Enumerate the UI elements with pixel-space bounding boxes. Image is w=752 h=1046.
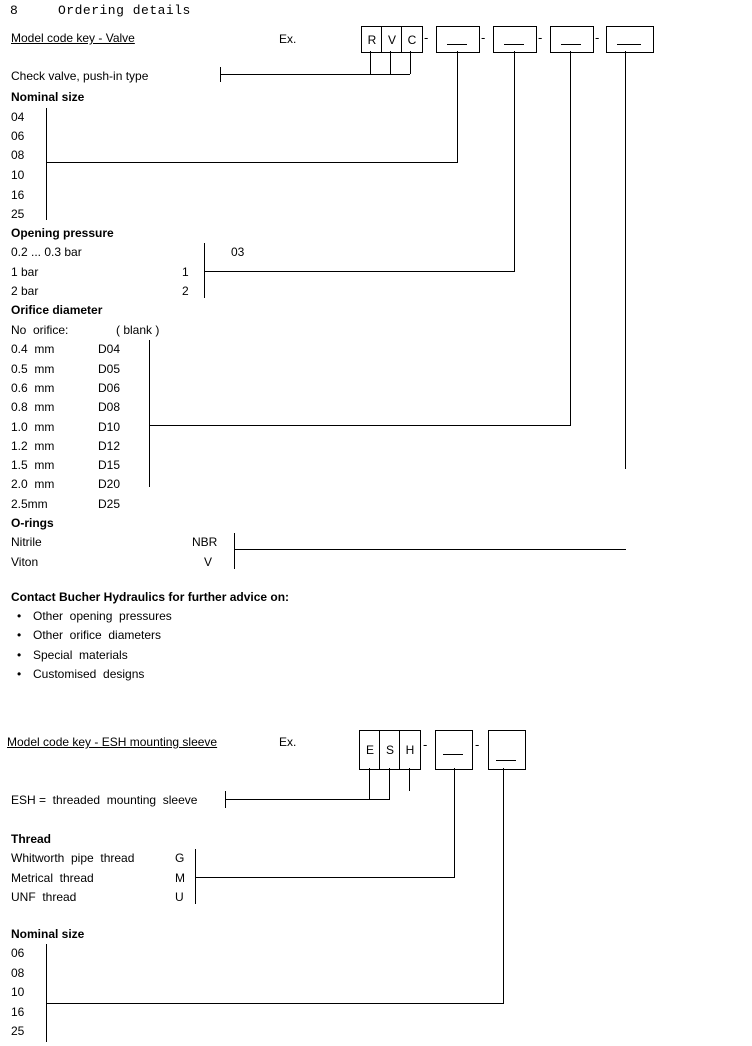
leader-thread (195, 877, 455, 878)
orifice-label-4: 0.8 mm (11, 400, 55, 414)
orifice-code-7: D15 (98, 458, 121, 472)
thread-header: Thread (11, 832, 52, 846)
leader-product (220, 74, 410, 75)
bracket-nominal-size (46, 108, 47, 220)
esh-nominal-size-10: 10 (11, 985, 25, 999)
code-box-4-blank (447, 44, 467, 45)
esh-code-box-3: H (399, 730, 421, 770)
opening-pressure-label-0: 0.2 ... 0.3 bar (11, 245, 82, 259)
code-box-6-blank (561, 44, 581, 45)
code-box-3: C (401, 26, 423, 53)
code-box-5 (493, 26, 537, 53)
esh-connector-e (369, 768, 370, 799)
opening-pressure-example: 03 (231, 245, 245, 259)
section1-ex-label: Ex. (279, 32, 297, 46)
page-number: 8 (10, 3, 19, 18)
connector-opening-pressure (514, 51, 515, 271)
bracket-orifice (149, 340, 150, 487)
contact-item-2: Other orifice diameters (33, 628, 162, 642)
esh-nominal-size-header: Nominal size (11, 927, 85, 941)
code-box-6 (550, 26, 594, 53)
page-title: Ordering details (58, 3, 191, 18)
orifice-label-9: 2.5mm (11, 497, 48, 511)
connector-esh-nominal-size (503, 768, 504, 1003)
code-box-7-blank (617, 44, 641, 45)
orifice-label-6: 1.2 mm (11, 439, 55, 453)
esh-code-box-4-blank (443, 754, 463, 755)
orifice-label-3: 0.6 mm (11, 381, 55, 395)
thread-code-0: G (175, 851, 185, 865)
leader-nominal-size (46, 162, 458, 163)
esh-nominal-size-25: 25 (11, 1024, 25, 1038)
connector-thread (454, 768, 455, 877)
nominal-size-header: Nominal size (11, 90, 85, 104)
esh-nominal-size-16: 16 (11, 1005, 25, 1019)
nominal-size-06: 06 (11, 129, 25, 143)
opening-pressure-code-1: 1 (182, 265, 189, 279)
esh-code-box-1: E (359, 730, 381, 770)
connector-r (370, 51, 371, 74)
orifice-code-6: D12 (98, 439, 121, 453)
esh-leader-product (225, 799, 390, 800)
orifice-code-0: ( blank ) (116, 323, 160, 337)
oring-label-0: Nitrile (11, 535, 42, 549)
leader-product-tick (220, 67, 221, 82)
orifice-label-5: 1.0 mm (11, 420, 55, 434)
bullet-icon-2: • (17, 628, 22, 642)
contact-item-4: Customised designs (33, 667, 145, 681)
esh-product-label: ESH = threaded mounting sleeve (11, 793, 198, 807)
oring-label-1: Viton (11, 555, 39, 569)
esh-code-dash-2: - (475, 737, 480, 752)
row-product-label: Check valve, push-in type (11, 69, 149, 83)
connector-orings (625, 51, 626, 469)
opening-pressure-label-1: 1 bar (11, 265, 39, 279)
code-dash-2: - (481, 30, 486, 45)
orifice-code-3: D06 (98, 381, 121, 395)
oring-code-1: V (204, 555, 213, 569)
esh-nominal-size-06: 06 (11, 946, 25, 960)
nominal-size-25: 25 (11, 207, 25, 221)
orifice-label-2: 0.5 mm (11, 362, 55, 376)
bracket-orings (234, 533, 235, 569)
orifice-code-9: D25 (98, 497, 121, 511)
orings-header: O-rings (11, 516, 54, 530)
nominal-size-04: 04 (11, 110, 25, 124)
contact-item-1: Other opening pressures (33, 609, 172, 623)
section1-heading: Model code key - Valve (11, 31, 135, 45)
orifice-label-7: 1.5 mm (11, 458, 55, 472)
orifice-code-4: D08 (98, 400, 121, 414)
nominal-size-08: 08 (11, 148, 25, 162)
leader-orings (234, 549, 626, 550)
orifice-code-5: D10 (98, 420, 121, 434)
code-box-2: V (381, 26, 403, 53)
opening-pressure-code-2: 2 (182, 284, 189, 298)
leader-opening-pressure (204, 271, 515, 272)
code-box-5-blank (504, 44, 524, 45)
esh-connector-s (389, 768, 390, 799)
thread-label-0: Whitworth pipe thread (11, 851, 135, 865)
orifice-label-8: 2.0 mm (11, 477, 55, 491)
orifice-code-2: D05 (98, 362, 121, 376)
connector-c (410, 51, 411, 74)
esh-code-box-2: S (379, 730, 401, 770)
esh-code-box-4 (435, 730, 473, 770)
orifice-label-0: No orifice: (11, 323, 69, 337)
esh-code-box-5 (488, 730, 526, 770)
opening-pressure-header: Opening pressure (11, 226, 114, 240)
nominal-size-10: 10 (11, 168, 25, 182)
orifice-code-8: D20 (98, 477, 121, 491)
connector-v (390, 51, 391, 74)
esh-nominal-size-08: 08 (11, 966, 25, 980)
bullet-icon-3: • (17, 648, 22, 662)
code-dash-1: - (424, 30, 429, 45)
nominal-size-16: 16 (11, 188, 25, 202)
code-box-1: R (361, 26, 383, 53)
opening-pressure-label-2: 2 bar (11, 284, 39, 298)
contact-item-3: Special materials (33, 648, 128, 662)
section2-heading: Model code key - ESH mounting sleeve (7, 735, 218, 749)
leader-esh-nominal-size (46, 1003, 504, 1004)
orifice-code-1: D04 (98, 342, 121, 356)
oring-code-0: NBR (192, 535, 218, 549)
thread-label-1: Metrical thread (11, 871, 94, 885)
code-box-4 (436, 26, 480, 53)
code-dash-3: - (538, 30, 543, 45)
bracket-esh-nominal-size (46, 944, 47, 1042)
bullet-icon-1: • (17, 609, 22, 623)
thread-label-2: UNF thread (11, 890, 77, 904)
code-box-7 (606, 26, 654, 53)
section2-ex-label: Ex. (279, 735, 297, 749)
thread-code-1: M (175, 871, 185, 885)
code-dash-4: - (595, 30, 600, 45)
esh-code-box-5-blank (496, 760, 516, 761)
leader-orifice (149, 425, 571, 426)
esh-connector-h (409, 768, 410, 791)
orifice-label-1: 0.4 mm (11, 342, 55, 356)
contact-heading: Contact Bucher Hydraulics for further advice on: (11, 590, 290, 604)
bullet-icon-4: • (17, 667, 22, 681)
thread-code-2: U (175, 890, 184, 904)
connector-orifice (570, 51, 571, 425)
esh-code-dash-1: - (423, 737, 428, 752)
connector-nominal-size (457, 51, 458, 162)
orifice-header: Orifice diameter (11, 303, 103, 317)
